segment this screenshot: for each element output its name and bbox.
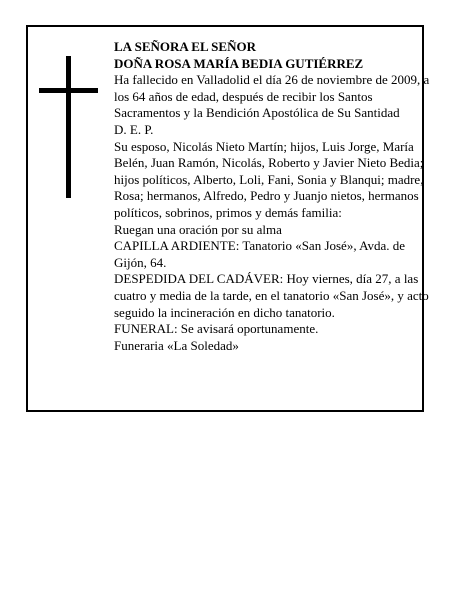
death-announcement: Ha fallecido en Valladolid el día 26 de noviembre de 2009, a los 64 años de edad, después de recibir los Santos Sacramentos y la Bendición Apostólica de Su Santidad bbox=[114, 72, 430, 121]
chapel-info: CAPILLA ARDIENTE: Tanatorio «San José», Avda. de Gijón, 64. bbox=[114, 238, 406, 270]
family-list: Su esposo, Nicolás Nieto Martín; hijos, Luis Jorge, María Belén, Juan Ramón, Nicolás, Roberto y Javier Nieto Bedia; hijos políticos, Alberto, Loli, Fani, Sonia y Blanqui; madre, Rosa; hermanos, Alfredo, Pedro y Juanjo nietos, hermanos políticos, sobrinos, primos y demás familia: bbox=[114, 138, 424, 220]
cross-icon bbox=[66, 56, 71, 198]
header-line-1: LA SEÑORA EL SEÑOR bbox=[114, 39, 256, 54]
funeral-info: FUNERAL: Se avisará oportunamente. bbox=[114, 321, 319, 337]
farewell-info: DESPEDIDA DEL CADÁVER: Hoy viernes, día 27, a las cuatro y media de la tarde, en el tanatorio «San José», y acto seguido la incineración en dicho tanatorio. bbox=[114, 271, 429, 320]
obituary-notice bbox=[26, 25, 430, 412]
cross-icon-bar bbox=[39, 88, 98, 93]
obituary-content bbox=[114, 39, 432, 354]
funeral-home: Funeraria «La Soledad» bbox=[114, 337, 239, 353]
rest-in-peace: D. E. P. bbox=[114, 121, 154, 137]
prayer-request: Ruegan una oración por su alma bbox=[114, 221, 282, 237]
deceased-name: DOÑA ROSA MARÍA BEDIA GUTIÉRREZ bbox=[114, 55, 364, 71]
